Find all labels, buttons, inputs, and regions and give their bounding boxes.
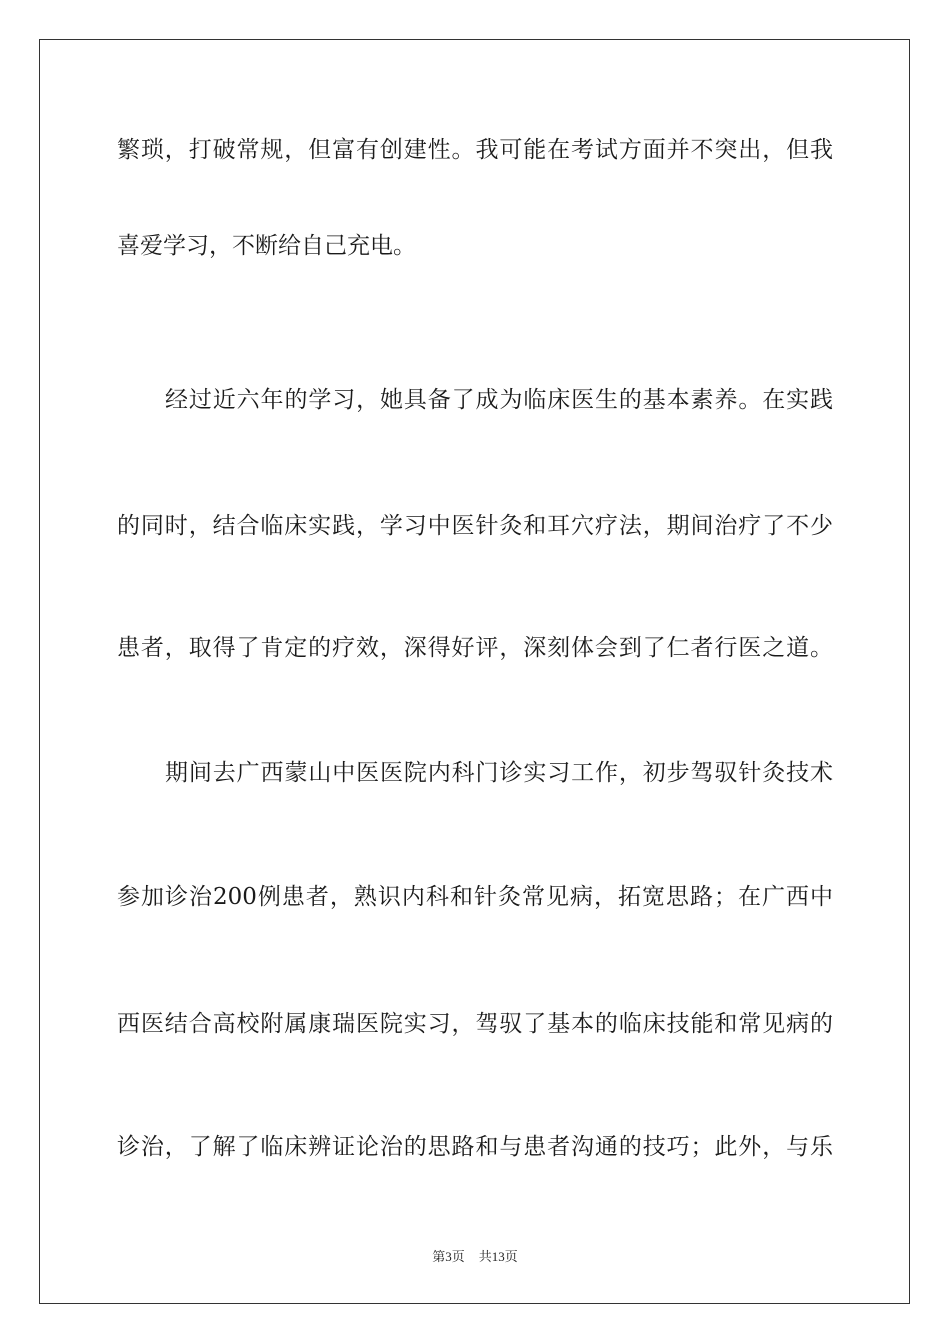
text-line-4: 的同时，结合临床实践，学习中医针灸和耳穴疗法，期间治疗了不少 xyxy=(117,513,833,539)
text-line-7: 参加诊治200例患者，熟识内科和针灸常见病，拓宽思路；在广西中 xyxy=(117,884,833,910)
text-line-6: 期间去广西蒙山中医医院内科门诊实习工作，初步驾驭针灸技术 xyxy=(165,760,833,786)
text-line-2: 喜爱学习，不断给自己充电。 xyxy=(117,233,416,259)
text-line-9: 诊治，了解了临床辨证论治的思路和与患者沟通的技巧；此外，与乐 xyxy=(117,1134,833,1160)
text-line-1: 繁琐，打破常规，但富有创建性。我可能在考试方面并不突出，但我 xyxy=(117,137,833,163)
page-total: 共13页 xyxy=(478,1249,518,1264)
page-number: 第3页 xyxy=(432,1249,465,1264)
text-line-3: 经过近六年的学习，她具备了成为临床医生的基本素养。在实践 xyxy=(165,387,833,413)
text-line-5: 患者，取得了肯定的疗效，深得好评，深刻体会到了仁者行医之道。 xyxy=(117,635,833,661)
text-line-8: 西医结合高校附属康瑞医院实习，驾驭了基本的临床技能和常见病的 xyxy=(117,1011,833,1037)
page-footer xyxy=(0,1246,950,1268)
